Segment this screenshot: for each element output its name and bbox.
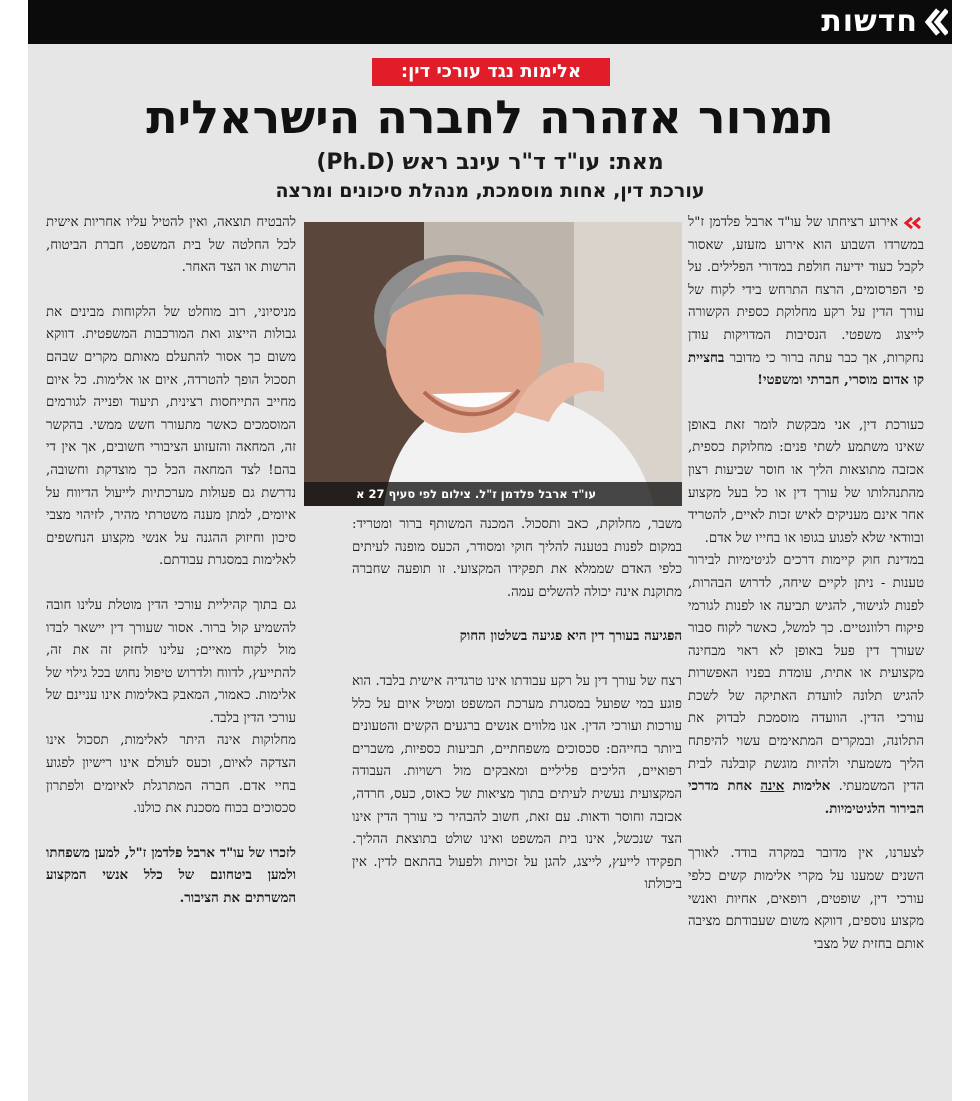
subheading: הפגיעה בעורך דין היא פגיעה בשלטון החוק	[459, 629, 682, 645]
paragraph	[688, 212, 924, 393]
author-credentials: עורכת דין, אחות מוסמכת, מנהלת סיכונים ומרצה	[275, 180, 705, 202]
section-header	[28, 0, 952, 44]
caption-text: עו"ד ארבל פלדמן ז"ל. צילום לפי סעיף 27 א	[356, 487, 596, 501]
portrait-photo	[304, 222, 682, 506]
paragraph: לצערנו, אין מדובר במקרה בודד. לאורך השנים שמענו על מקרי אלימות קשים כלפי עורכי דין, שופטים, רופאים, אחיות ואנשי מקצוע נוספים, דווקא משום שעבודתם מציבה אותם בחזית של מצבי	[688, 846, 924, 952]
paragraph: רצח של עורך דין על רקע עבודתו אינו טרגדיה אישית בלבד. הוא פוגע במי שפועל במסגרת מערכת המשפט ומטיל איום על כלל עורכות ועורכי הדין. אנו מלווים אנשים ברגעים הקשים והטעונים ביותר בחייהם: סכסוכים משפחתיים, תביעות כספיות, משברים רפואיים, הליכים פליליים ומאבקים מול רשויות. העבודה המקצועית נעשית לעיתים בתוך מציאות של כאוס, כעס, חרדה, אכזבה וחוסר ודאות. עם זאת, חשוב להבהיר כי עורך הדין אינו הצד שנכשל, אינו בית המשפט ואינו שולט בתוצאת ההליך. תפקידו לייעץ, לייצג, להגן על זכויות ולפעול בהתאם לדין. אין ביכולתו	[352, 673, 682, 893]
red-chevron-icon	[902, 217, 924, 229]
byline: מאת: עו"ד ד"ר עינב ראש (Ph.D)	[316, 150, 664, 175]
headline: תמרור אזהרה לחברה הישראלית	[146, 90, 834, 144]
kicker-label: אלימות נגד עורכי דין:	[372, 58, 610, 86]
paragraph: להבטיח תוצאה, ואין להטיל עליו אחריות אישית לכל החלטה של בית המשפט, חברת הביטוח, הרשות או הצד האחר.	[46, 215, 296, 276]
portrait-illustration	[304, 222, 682, 506]
closing-paragraph: לזכרו של עו"ד ארבל פלדמן ז"ל, למען משפחתו ולמען ביטחונם של כלל אנשי המקצוע המשרתים את הציבור.	[46, 845, 296, 907]
photo-caption	[304, 482, 682, 506]
emphasis-text: אלימות	[792, 779, 831, 795]
article-column-left	[46, 212, 296, 911]
section-name: חדשות	[821, 4, 918, 39]
paragraph-text: במדינת חוק קיימות דרכים לגיטימיות לבירור טענות - ניתן לקיים שיחה, לדרוש הבהרות, לפנות לגישור, להגיש תביעה או לפנות לגורמי פיקוח רלוונטיים. כך למשל, כאשר לקוח סבור שעורך דין פעל באופן לא ראוי מבחינה מקצועית או אתית, עומדת בפניו האפשרות להגיש תלונה לוועדת האתיקה של לשכת עורכי הדין. הוועדה מוסמכת לבדוק את התלונה, ובמקרים המתאימים עשוי להיפתח הליך משמעתי ולהיות מוגשת קובלנה לבית הדין המשמעתי.	[688, 553, 924, 795]
emphasis-text: אחת מדרכי הבירור הלגיטימיות.	[688, 779, 924, 817]
paragraph-text: אירוע רציחתו של עו"ד ארבל פלדמן ז"ל במשרדו השבוע הוא אירוע מזעזע, שאסור לקבל כעוד ידיעה חולפת במדורי הפלילים. על פי הפרסומים, הרצח התרחש בידי לקוח של עורך הדין על רקע מחלוקת כספית הקשורה לייצוג משפטי. הנסיבות המדויקות עודן נחקרות, אך כבר עתה ברור כי מדובר	[688, 215, 924, 366]
paragraph: מניסיוני, רוב מוחלט של הלקוחות מבינים את גבולות הייצוג ואת המורכבות המשפטית. דווקא משום כך אסור להתעלם מאותם מקרים שבהם תסכול הופך להטרדה, איום או אלימות. כל איום מחייב התייחסות רצינית, תיעוד ופנייה לגורמים המוסמכים כאשר מתעורר חשש ממשי. בהקשר זה, המחאה והזעזוע הציבורי חשובים, אך אין די בהם! לצד המחאה הכל כך מוצדקת וחשובה, נדרשת גם פעולות מערכתיות לייעול הדיווח על איומים, למתן מענה משטרתי מהיר, לזיהוי מצבי סיכון וחיזוק ההגנה על אנשי מקצוע הנחשפים לאלימות במסגרת עבודתם.	[46, 304, 296, 569]
double-chevron-icon	[914, 0, 948, 44]
article-column-middle	[352, 514, 682, 897]
paragraph	[688, 550, 924, 821]
paragraph: כעורכת דין, אני מבקשת לומר זאת באופן שאינו משתמע לשתי פנים: מחלוקת כספית, אכזבה מתוצאות הליך או חוסר שביעות רצון מהתנהלותו של עורך דין או כל בעל מקצוע אחר אינם מעניקים לאיש זכות לאיים, להטריד ובוודאי שלא לפגוע בגופו או בחייו של אדם.	[688, 417, 924, 546]
paragraph: משבר, מחלוקת, כאב ותסכול. המכנה המשותף ברור ומטריד: במקום לפנות בטענה להליך חוקי ומסודר, הכעס מופנה לעיתים כלפי האדם שממלא את תפקידו המקצועי. זו תופעה שחברה מתוקנת אינה יכולה להשלים עמה.	[352, 517, 682, 600]
paragraph: גם בתוך קהיליית עורכי הדין מוטלת עלינו חובה להשמיע קול ברור. אסור שעורך דין יישאר לבדו מול לקוח מאיים; עלינו לחזק זה את זה, להתייעץ, לדווח ולדרוש טיפול נחוש בכל גילוי של אלימות. כאמור, המאבק באלימות אינו עניינם של עורכי הדין בלבד.	[46, 597, 296, 726]
article-column-right	[688, 212, 924, 956]
paragraph: מחלוקות אינה היתר לאלימות, תסכול אינו הצדקה לאיום, וכעס לעולם אינו רישיון לפגוע בחיי אדם. חברה המתרגלת לאיומים ולפתרון סכסוכים בכוח מסכנת את כולנו.	[46, 733, 296, 817]
emphasis-text: בחציית קו אדום מוסרי, חברתי ומשפטי!	[688, 350, 924, 389]
underlined-text: אינה	[760, 779, 785, 795]
